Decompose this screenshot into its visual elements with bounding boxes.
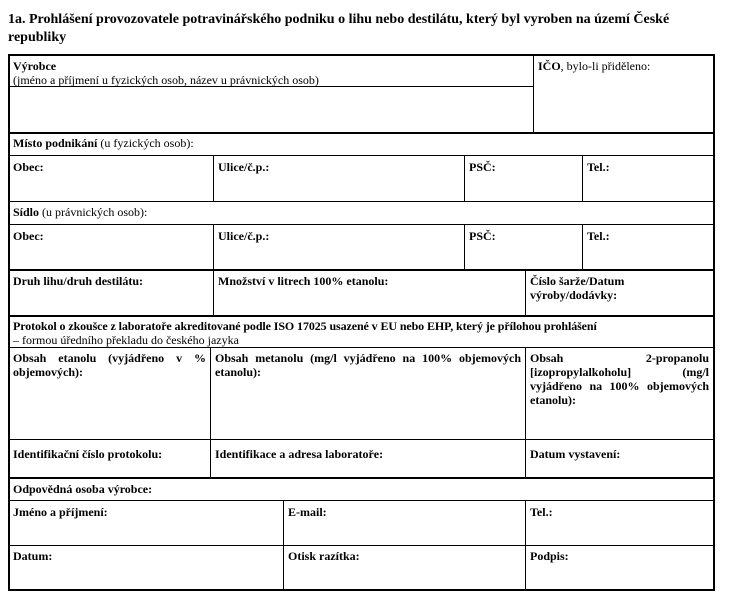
divider <box>283 500 284 590</box>
divider <box>464 224 465 269</box>
producer-note: (jméno a příjmení u fyzických osob, název u právnických osob) <box>13 73 319 87</box>
business-location-heading <box>13 136 194 150</box>
business-street-label: Ulice/č.p.: <box>218 160 270 174</box>
divider <box>9 545 714 546</box>
divider <box>533 55 534 132</box>
stamp-label: Otisk razítka: <box>288 549 360 563</box>
divider <box>9 477 714 479</box>
propanol-content-label: Obsah 2-propanolu [izopropylalkoholu] (mg/l vyjádřeno na 100% objemových etanolu): <box>530 351 709 407</box>
divider <box>525 500 526 590</box>
ico-label <box>538 59 650 73</box>
business-municipality-label: Obec: <box>13 160 44 174</box>
divider <box>213 224 214 269</box>
divider <box>210 347 211 477</box>
producer-label: Výrobce <box>13 59 57 73</box>
protocol-id-label: Identifikační číslo protokolu: <box>13 447 163 461</box>
divider <box>582 155 583 201</box>
lab-protocol-note: – formou úředního překladu do českého jazyka <box>13 333 239 347</box>
divider <box>9 155 714 156</box>
business-postcode-label: PSČ: <box>469 160 496 174</box>
issue-date-label: Datum vystavení: <box>530 447 621 461</box>
business-location-label: Místo podnikání <box>13 136 98 150</box>
office-phone-label: Tel.: <box>587 229 610 243</box>
office-street-label: Ulice/č.p.: <box>218 229 270 243</box>
business-location-note: (u fyzických osob): <box>97 136 194 150</box>
divider <box>9 201 714 202</box>
divider <box>9 500 714 501</box>
responsible-person-heading: Odpovědná osoba výrobce: <box>13 482 153 496</box>
spirit-type-label: Druh lihu/druh destilátu: <box>13 274 144 288</box>
divider <box>9 224 714 225</box>
batch-number-label: Číslo šarže/Datum výroby/dodávky: <box>530 274 625 302</box>
laboratory-label: Identifikace a adresa laboratoře: <box>215 447 384 461</box>
ethanol-content-label: Obsah etanolu (vyjádřeno v % objemových): <box>13 351 206 379</box>
date-label: Datum: <box>13 549 53 563</box>
registered-office-note: (u právnických osob): <box>39 205 148 219</box>
divider <box>9 439 714 440</box>
registered-office-label: Sídlo <box>13 205 40 219</box>
form-title: 1a. Prohlášení provozovatele potravinářského podniku o lihu nebo destilátu, který byl vyroben na území České republiky <box>8 12 670 45</box>
divider <box>9 347 714 348</box>
lab-protocol-heading: Protokol o zkoušce z laboratoře akreditované podle ISO 17025 usazené v EU nebo EHP, který je přílohou prohlášení <box>13 319 597 333</box>
divider <box>525 269 526 315</box>
divider <box>464 155 465 201</box>
divider <box>525 347 526 477</box>
signature-label: Podpis: <box>530 549 569 563</box>
office-municipality-label: Obec: <box>13 229 44 243</box>
divider <box>582 224 583 269</box>
methanol-content-label: Obsah metanolu (mg/l vyjádřeno na 100% objemových etanolu): <box>215 351 521 379</box>
office-postcode-label: PSČ: <box>469 229 496 243</box>
business-phone-label: Tel.: <box>587 160 610 174</box>
quantity-label: Množství v litrech 100% etanolu: <box>218 274 389 288</box>
email-label: E-mail: <box>288 505 327 519</box>
ico-label-note: , bylo-li přiděleno: <box>560 59 651 73</box>
divider <box>9 269 714 271</box>
name-label: Jméno a příjmení: <box>13 505 108 519</box>
divider <box>213 269 214 315</box>
phone-label: Tel.: <box>530 505 553 519</box>
ico-label-strong: IČO <box>538 59 561 73</box>
registered-office-heading <box>13 205 147 219</box>
divider <box>213 155 214 201</box>
divider <box>9 132 714 134</box>
divider <box>9 315 714 317</box>
